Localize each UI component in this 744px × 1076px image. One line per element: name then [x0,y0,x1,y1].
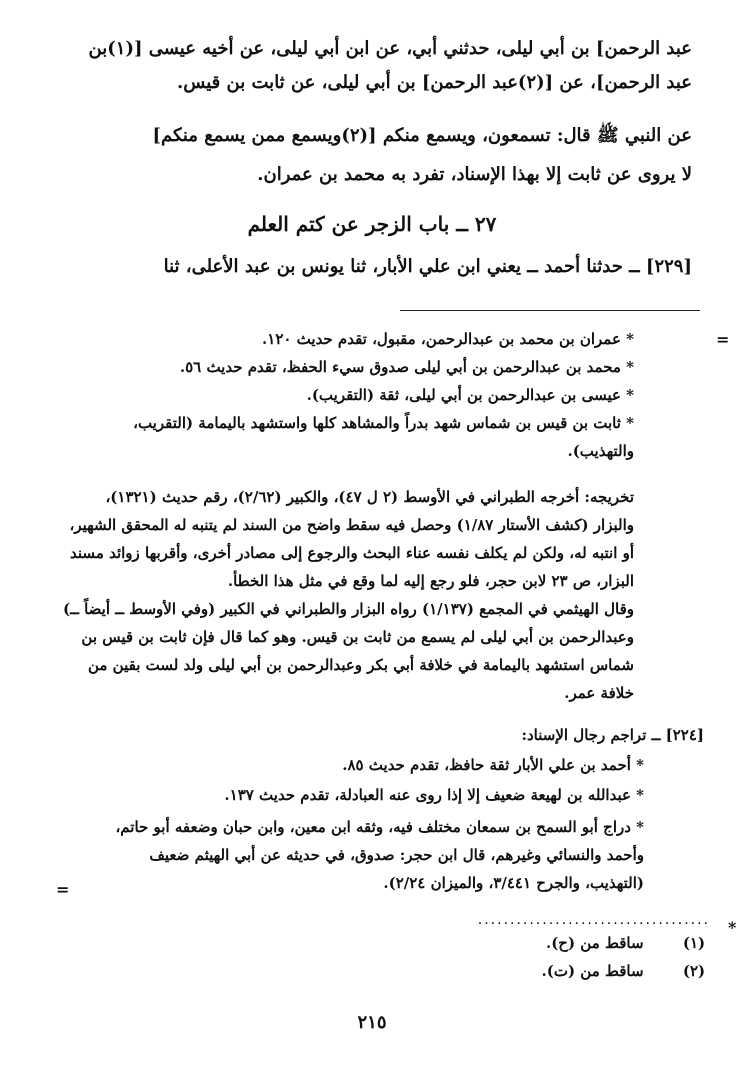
footnote-number: (١) [682,934,706,952]
margin-mark: = [716,330,730,349]
margin-mark: = [56,880,70,899]
main-text-line: لا يروى عن ثابت إلا بهذا الإسناد، تفرد به محمد بن عمران. [257,164,692,185]
takhrij-line: شماس استشهد باليمامة في خلافة أبي بكر وعبدالرحمن بن أبي ليلى ولد لست بقين من [87,656,634,674]
footnote-number: (٢) [682,962,706,980]
footnote-separator: .................................... [477,912,710,928]
footnote-text: ساقط من (ح). [545,934,644,952]
footnote-item [546,934,714,952]
narrator-note: والتهذيب). [567,442,634,460]
takhrij-line: خلافة عمر. [564,684,634,702]
narrator-note: * عيسى بن عبدالرحمن بن أبي ليلى، ثقة (التقريب). [306,386,634,404]
takhrij-line: والبزار (كشف الأستار ١/٨٧) وحصل فيه سقط واضح من السند لم يتنبه له المحقق الشهير، [69,516,634,534]
isnad-224-line: (التهذيب، والجرح ٣/٤٤١، والميزان ٢/٢٤). [383,874,644,892]
chapter-heading: ٢٧ ــ باب الزجر عن كتم العلم [247,212,497,236]
isnad-224-line: وأحمد والنسائي وغيرهم، قال ابن حجر: صدوق، في حديثه عن أبي الهيثم ضعيف [149,846,644,864]
takhrij-line: وقال الهيثمي في المجمع (١/١٣٧) رواه البزار والطبراني في الكبير (وفي الأوسط ــ أيضاً ــ) [62,600,634,618]
takhrij-line: تخريجه: أخرجه الطبراني في الأوسط (٢ ل ٤٧)، والكبير (٢/٦٢)، رقم حديث (١٣٢١)، [105,488,634,506]
narrator-note: * عمران بن محمد بن عبدالرحمن، مقبول، تقدم حديث ١٢٠. [262,330,634,348]
footnote-item [542,962,714,980]
page-number: ٢١٥ [357,1012,387,1033]
narrator-note: * ثابت بن قيس بن شماس شهد بدراً والمشاهد كلها واستشهد باليمامة (التقريب، [133,414,634,432]
separator-rule [400,310,700,311]
main-text-line: عبد الرحمن] بن أبي ليلى، حدثني أبي، عن ابن أبي ليلى، عن أخيه عيسى [(١)بن [88,38,692,59]
margin-mark: * [728,918,737,937]
isnad-224-line: * دراج أبو السمح بن سمعان مختلف فيه، وثقه ابن معين، وابن حبان وضعفه أبو حاتم، [115,818,644,836]
takhrij-line: وعبدالرحمن بن أبي ليلى لم يسمع من ثابت بن قيس. وهو كما قال فإن ثابت بن قيس بن [81,628,634,646]
main-text-line: عبد الرحمن]، عن [(٢)عبد الرحمن] بن أبي ليلى، عن ثابت بن قيس. [177,72,692,93]
narrator-note: * محمد بن عبدالرحمن بن أبي ليلى صدوق سيء الحفظ، تقدم حديث ٥٦. [179,358,634,376]
takhrij-line: البزار، ص ٢٣ لابن حجر، فلو رجع إليه لما وقع في مثل هذا الخطأ. [227,572,634,590]
isnad-224-line: * أحمد بن علي الأبار ثقة حافظ، تقدم حديث ٨٥. [342,756,644,774]
main-text-line: عن النبي ﷺ قال: تسمعون، ويسمع منكم [(٢)ويسمع ممن يسمع منكم] [152,125,692,146]
hadith-229-line: [٢٢٩] ــ حدثنا أحمد ــ يعني ابن علي الأبار، ثنا يونس بن عبد الأعلى، ثنا [163,256,692,277]
isnad-224-header: [٢٢٤] ــ تراجم رجال الإسناد: [521,726,704,744]
footnote-text: ساقط من (ت). [541,962,644,980]
takhrij-line: أو انتبه له، ولكن لم يكلف نفسه عناء البحث والرجوع إلى مصادر أخرى، وأقربها زوائد مسند [70,544,634,562]
isnad-224-line: * عبدالله بن لهيعة ضعيف إلا إذا روى عنه العبادلة، تقدم حديث ١٣٧. [224,786,644,804]
